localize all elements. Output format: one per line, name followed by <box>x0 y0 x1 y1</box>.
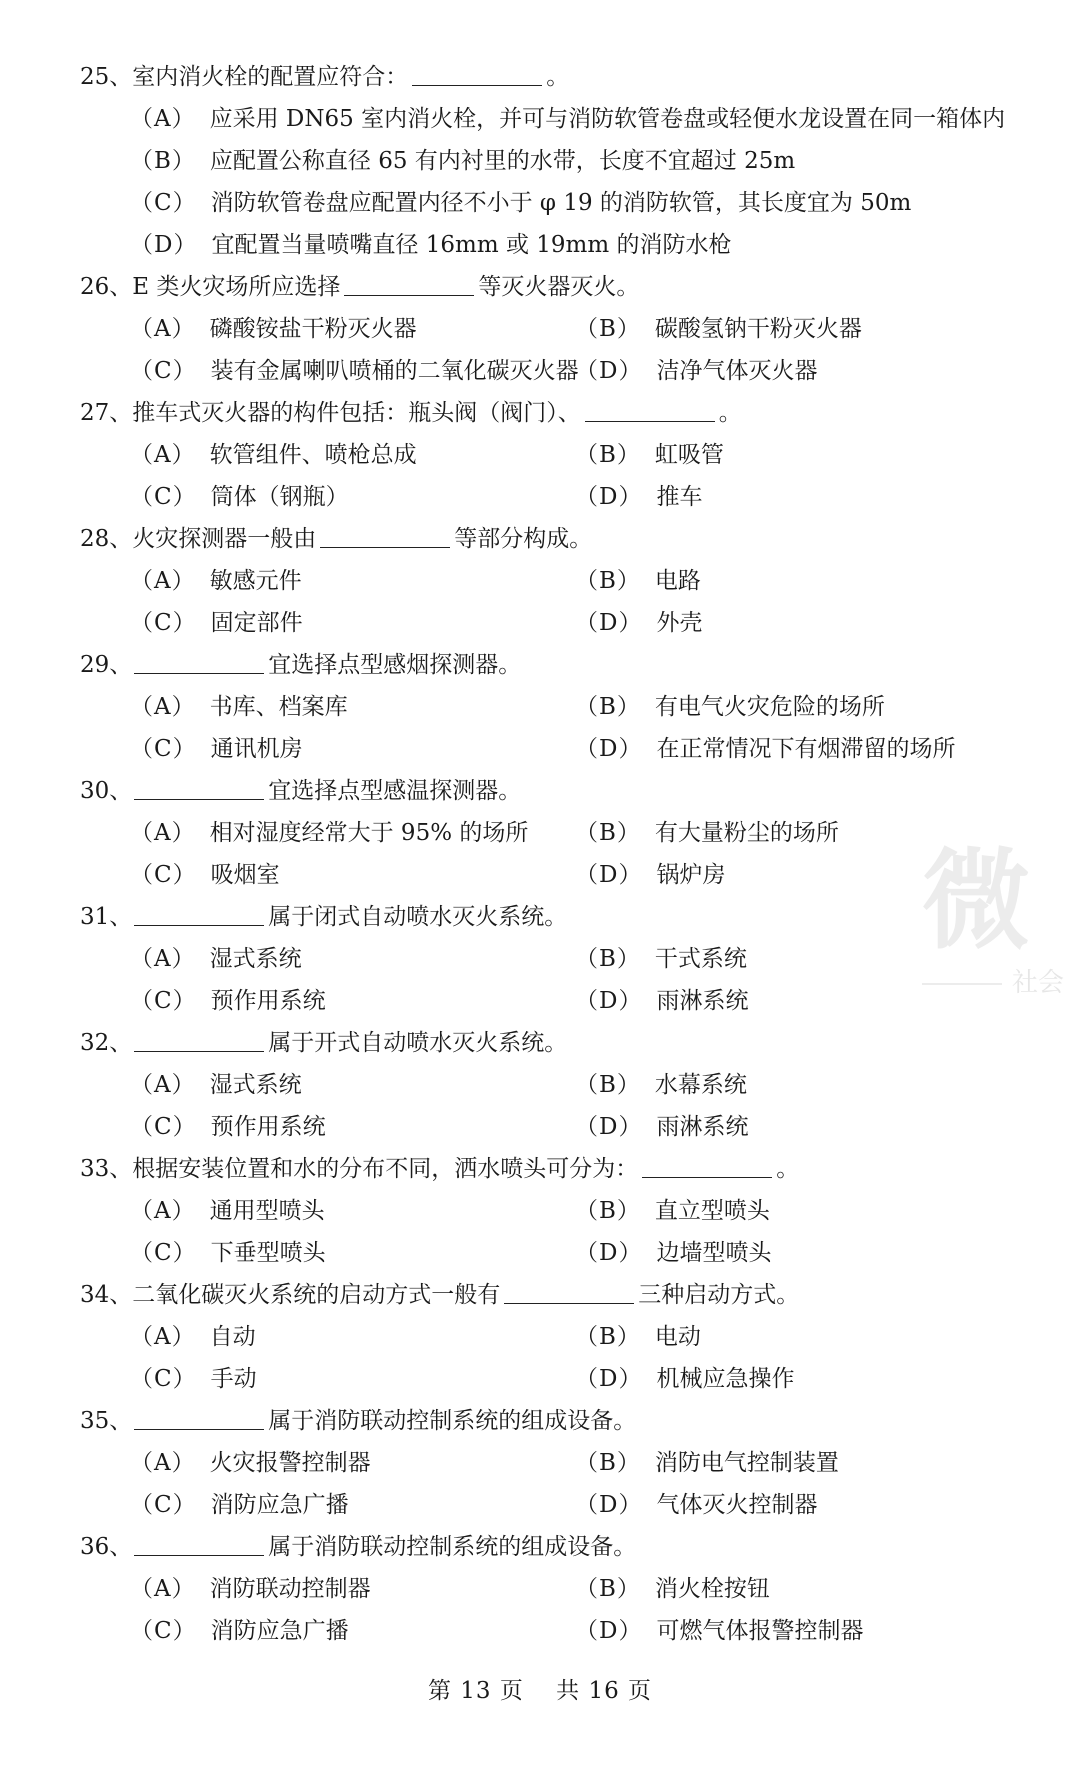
option-row <box>130 1484 1040 1526</box>
answer-blank <box>344 273 474 296</box>
answer-blank <box>504 1281 634 1304</box>
option <box>575 728 955 770</box>
option-label: （B） <box>575 946 641 972</box>
option <box>130 224 731 266</box>
option <box>575 308 862 350</box>
option-row <box>130 1442 1040 1484</box>
question-text-after-blank: 属于开式自动喷水灭火系统。 <box>268 1030 568 1056</box>
question-number: 28、 <box>80 526 133 552</box>
option-text: 消防电气控制装置 <box>654 1450 839 1476</box>
question-text-after-blank: 属于消防联动控制系统的组成设备。 <box>268 1534 637 1560</box>
option <box>130 854 575 896</box>
question-number: 27、 <box>80 400 133 426</box>
question-number: 35、 <box>80 1408 133 1434</box>
option-text: 干式系统 <box>654 946 747 972</box>
option-label: （A） <box>130 442 196 468</box>
answer-blank <box>412 63 542 86</box>
question-text-after-blank: 等灭火器灭火。 <box>478 274 640 300</box>
option <box>130 476 575 518</box>
option <box>130 1442 575 1484</box>
option-list <box>80 686 1040 770</box>
option-text: 通讯机房 <box>210 736 303 762</box>
question-text-after-blank: 宜选择点型感烟探测器。 <box>268 652 522 678</box>
option-label: （B） <box>575 820 641 846</box>
option-label: （D） <box>575 1366 643 1392</box>
option-text: 固定部件 <box>210 610 303 636</box>
question-text-before-blank: 根据安装位置和水的分布不同，洒水喷头可分为： <box>132 1156 639 1182</box>
option <box>130 602 575 644</box>
option-row <box>130 350 1040 392</box>
question-stem <box>80 1274 1040 1316</box>
option <box>575 602 702 644</box>
question <box>80 1148 1040 1274</box>
option-list <box>80 1568 1040 1652</box>
option-label: （D） <box>575 1618 643 1644</box>
page-footer <box>0 1672 1080 1705</box>
option-list <box>80 98 1040 266</box>
option-text: 水幕系统 <box>654 1072 747 1098</box>
question <box>80 1022 1040 1148</box>
option-label: （A） <box>130 1324 196 1350</box>
option-row <box>130 1610 1040 1652</box>
option-label: （C） <box>130 862 197 888</box>
option-text: 下垂型喷头 <box>210 1240 326 1266</box>
option-row <box>130 308 1040 350</box>
question <box>80 644 1040 770</box>
option <box>575 938 747 980</box>
answer-blank <box>134 1533 264 1556</box>
option-label: （A） <box>130 820 196 846</box>
option-row <box>130 728 1040 770</box>
option-row <box>130 686 1040 728</box>
option-text: 筒体（钢瓶） <box>210 484 349 510</box>
option-label: （A） <box>130 946 196 972</box>
question-stem <box>80 770 1040 812</box>
option-list <box>80 1190 1040 1274</box>
option <box>130 812 575 854</box>
option-text: 直立型喷头 <box>654 1198 770 1224</box>
option-text: 应配置公称直径 65 有内衬里的水带，长度不宜超过 25m <box>209 148 796 174</box>
option-list <box>80 560 1040 644</box>
option-row <box>130 812 1040 854</box>
option-label: （C） <box>130 1114 197 1140</box>
question-text-after-blank: 三种启动方式。 <box>638 1282 800 1308</box>
option-text: 消防应急广播 <box>210 1618 349 1644</box>
watermark-subtext: 社会 <box>922 962 1064 999</box>
option-label: （A） <box>130 568 196 594</box>
option-label: （A） <box>130 694 196 720</box>
question-number: 29、 <box>80 652 133 678</box>
question-stem <box>80 56 1040 98</box>
question-stem <box>80 1148 1040 1190</box>
option <box>130 1232 575 1274</box>
question-number: 26、 <box>80 274 133 300</box>
option-text: 火灾报警控制器 <box>209 1450 371 1476</box>
option-label: （D） <box>575 610 643 636</box>
option <box>130 560 575 602</box>
question-stem <box>80 896 1040 938</box>
question <box>80 896 1040 1022</box>
watermark-char: 微 <box>922 842 1031 964</box>
option-row <box>130 224 1040 266</box>
question <box>80 56 1040 266</box>
option-label: （A） <box>130 316 196 342</box>
option-row <box>130 98 1040 140</box>
option <box>130 686 575 728</box>
option <box>130 140 795 182</box>
option <box>130 308 575 350</box>
option-text: 应采用 DN65 室内消火栓，并可与消防软管卷盘或轻便水龙设置在同一箱体内 <box>209 106 1006 132</box>
option-text: 消防联动控制器 <box>209 1576 371 1602</box>
question-text-before-blank: E 类火灾场所应选择 <box>132 274 341 300</box>
answer-blank <box>134 1407 264 1430</box>
option-list <box>80 308 1040 392</box>
option <box>130 434 575 476</box>
option-row <box>130 1568 1040 1610</box>
option <box>575 476 702 518</box>
option-row <box>130 182 1040 224</box>
option-row <box>130 1190 1040 1232</box>
option-text: 消防应急广播 <box>210 1492 349 1518</box>
question <box>80 1274 1040 1400</box>
answer-blank <box>134 777 264 800</box>
option <box>130 98 1005 140</box>
answer-blank <box>134 903 264 926</box>
option-label: （B） <box>575 442 641 468</box>
question-list <box>80 56 1040 1652</box>
option-label: （B） <box>575 1450 641 1476</box>
option-label: （C） <box>130 610 197 636</box>
option-label: （D） <box>575 988 643 1014</box>
option-label: （A） <box>130 1072 196 1098</box>
option <box>575 1568 770 1610</box>
option-list <box>80 434 1040 518</box>
option <box>130 1484 575 1526</box>
option <box>130 1358 575 1400</box>
option-list <box>80 1442 1040 1526</box>
option-label: （B） <box>575 1072 641 1098</box>
option-text: 雨淋系统 <box>656 988 749 1014</box>
option-text: 消防软管卷盘应配置内径不小于 φ 19 的消防软管，其长度宜为 50m <box>210 190 912 216</box>
option-text: 气体灭火控制器 <box>656 1492 818 1518</box>
option-label: （C） <box>130 736 197 762</box>
page-total: 共 16 页 <box>556 1678 653 1704</box>
option <box>130 1316 575 1358</box>
option <box>130 350 579 392</box>
option-text: 电动 <box>654 1324 701 1350</box>
option-row <box>130 1316 1040 1358</box>
question-text-after-blank: 属于消防联动控制系统的组成设备。 <box>268 1408 637 1434</box>
question-stem <box>80 518 1040 560</box>
option-label: （C） <box>130 1618 197 1644</box>
option <box>130 980 575 1022</box>
option-label: （D） <box>575 484 643 510</box>
question-text-after-blank: 等部分构成。 <box>454 526 593 552</box>
option <box>575 980 748 1022</box>
option <box>575 1442 839 1484</box>
option-label: （C） <box>130 1492 197 1518</box>
question-text-before-blank: 推车式灭火器的构件包括：瓶头阀（阀门）、 <box>132 400 581 426</box>
question <box>80 392 1040 518</box>
question <box>80 1400 1040 1526</box>
question-text-before-blank: 火灾探测器一般由 <box>132 526 317 552</box>
option <box>130 1568 575 1610</box>
question-text-after-blank: 。 <box>776 1156 800 1182</box>
option-label: （D） <box>130 232 198 258</box>
option-text: 吸烟室 <box>210 862 280 888</box>
question-text-after-blank: 。 <box>718 400 742 426</box>
option-text: 手动 <box>210 1366 257 1392</box>
question-stem <box>80 1400 1040 1442</box>
option-row <box>130 476 1040 518</box>
option-label: （A） <box>130 1450 196 1476</box>
answer-blank <box>134 651 264 674</box>
question-number: 32、 <box>80 1030 133 1056</box>
option-label: （D） <box>575 862 643 888</box>
option-text: 湿式系统 <box>209 946 302 972</box>
option-text: 电路 <box>654 568 701 594</box>
option <box>575 812 839 854</box>
page-number: 第 13 页 <box>427 1678 524 1704</box>
question-text-after-blank: 。 <box>546 64 570 90</box>
option-text: 虹吸管 <box>654 442 724 468</box>
option-text: 在正常情况下有烟滞留的场所 <box>656 736 956 762</box>
option <box>130 1610 575 1652</box>
question <box>80 770 1040 896</box>
option <box>575 350 817 392</box>
option-text: 雨淋系统 <box>656 1114 749 1140</box>
option-label: （B） <box>575 568 641 594</box>
question-stem <box>80 392 1040 434</box>
option-text: 宜配置当量喷嘴直径 16mm 或 19mm 的消防水枪 <box>211 232 732 258</box>
option-label: （B） <box>575 316 641 342</box>
option <box>575 1190 770 1232</box>
option-text: 敏感元件 <box>209 568 302 594</box>
option-row <box>130 1358 1040 1400</box>
option-row <box>130 1232 1040 1274</box>
question-text-after-blank: 属于闭式自动喷水灭火系统。 <box>268 904 568 930</box>
option-text: 边墙型喷头 <box>656 1240 772 1266</box>
question-text-after-blank: 宜选择点型感温探测器。 <box>268 778 522 804</box>
question <box>80 518 1040 644</box>
question-stem <box>80 644 1040 686</box>
question-number: 36、 <box>80 1534 133 1560</box>
option <box>575 1610 863 1652</box>
option-label: （B） <box>130 148 196 174</box>
question-stem <box>80 266 1040 308</box>
question <box>80 266 1040 392</box>
option-list <box>80 812 1040 896</box>
option-label: （A） <box>130 1198 196 1224</box>
question-text-before-blank: 室内消火栓的配置应符合： <box>132 64 409 90</box>
option-label: （C） <box>130 190 197 216</box>
watermark <box>922 842 1080 1012</box>
answer-blank <box>320 525 450 548</box>
option-text: 预作用系统 <box>210 988 326 1014</box>
question-number: 25、 <box>80 64 133 90</box>
option <box>130 938 575 980</box>
option-text: 相对湿度经常大于 95% 的场所 <box>209 820 529 846</box>
option-row <box>130 560 1040 602</box>
option-label: （C） <box>130 988 197 1014</box>
answer-blank <box>134 1029 264 1052</box>
option-text: 装有金属喇叭喷桶的二氧化碳灭火器 <box>210 358 579 384</box>
option <box>575 1064 747 1106</box>
option-text: 预作用系统 <box>210 1114 326 1140</box>
option-text: 消火栓按钮 <box>654 1576 770 1602</box>
option-label: （D） <box>575 358 643 384</box>
option-row <box>130 434 1040 476</box>
question-number: 31、 <box>80 904 133 930</box>
option-label: （D） <box>575 1492 643 1518</box>
question-text-before-blank: 二氧化碳灭火系统的启动方式一般有 <box>132 1282 501 1308</box>
option-text: 推车 <box>656 484 703 510</box>
option <box>130 1106 575 1148</box>
option-list <box>80 1316 1040 1400</box>
option-list <box>80 938 1040 1022</box>
option-label: （C） <box>130 1240 197 1266</box>
option-label: （C） <box>130 484 197 510</box>
option <box>575 560 701 602</box>
option-text: 书库、档案库 <box>209 694 348 720</box>
option <box>575 1358 794 1400</box>
question-number: 30、 <box>80 778 133 804</box>
option-text: 洁净气体灭火器 <box>656 358 818 384</box>
option-text: 可燃气体报警控制器 <box>656 1618 864 1644</box>
option <box>575 1106 748 1148</box>
option-label: （A） <box>130 1576 196 1602</box>
option-row <box>130 980 1040 1022</box>
option-label: （B） <box>575 1576 641 1602</box>
option-label: （C） <box>130 1366 197 1392</box>
option <box>575 686 885 728</box>
option-row <box>130 854 1040 896</box>
option-text: 磷酸铵盐干粉灭火器 <box>209 316 417 342</box>
option-label: （D） <box>575 1114 643 1140</box>
option-text: 碳酸氢钠干粉灭火器 <box>654 316 862 342</box>
option-text: 通用型喷头 <box>209 1198 325 1224</box>
option-text: 自动 <box>209 1324 256 1350</box>
option <box>575 1484 817 1526</box>
question <box>80 1526 1040 1652</box>
option-row <box>130 602 1040 644</box>
option <box>575 1316 701 1358</box>
option <box>575 434 724 476</box>
option-text: 锅炉房 <box>656 862 726 888</box>
option-text: 软管组件、喷枪总成 <box>209 442 417 468</box>
option-label: （B） <box>575 1198 641 1224</box>
option-label: （B） <box>575 1324 641 1350</box>
question-stem <box>80 1526 1040 1568</box>
option-label: （C） <box>130 358 197 384</box>
option-text: 湿式系统 <box>209 1072 302 1098</box>
option-text: 有大量粉尘的场所 <box>654 820 839 846</box>
option <box>130 1064 575 1106</box>
answer-blank <box>585 399 715 422</box>
option <box>130 1190 575 1232</box>
option-row <box>130 140 1040 182</box>
option-text: 机械应急操作 <box>656 1366 795 1392</box>
option <box>575 854 725 896</box>
option-label: （D） <box>575 1240 643 1266</box>
option <box>575 1232 771 1274</box>
option-row <box>130 1106 1040 1148</box>
option <box>130 182 911 224</box>
option-row <box>130 938 1040 980</box>
answer-blank <box>642 1155 772 1178</box>
question-stem <box>80 1022 1040 1064</box>
option-label: （B） <box>575 694 641 720</box>
option-label: （A） <box>130 106 196 132</box>
option-list <box>80 1064 1040 1148</box>
option <box>130 728 575 770</box>
option-row <box>130 1064 1040 1106</box>
option-text: 有电气火灾危险的场所 <box>654 694 885 720</box>
option-text: 外壳 <box>656 610 703 636</box>
question-number: 34、 <box>80 1282 133 1308</box>
option-label: （D） <box>575 736 643 762</box>
question-number: 33、 <box>80 1156 133 1182</box>
